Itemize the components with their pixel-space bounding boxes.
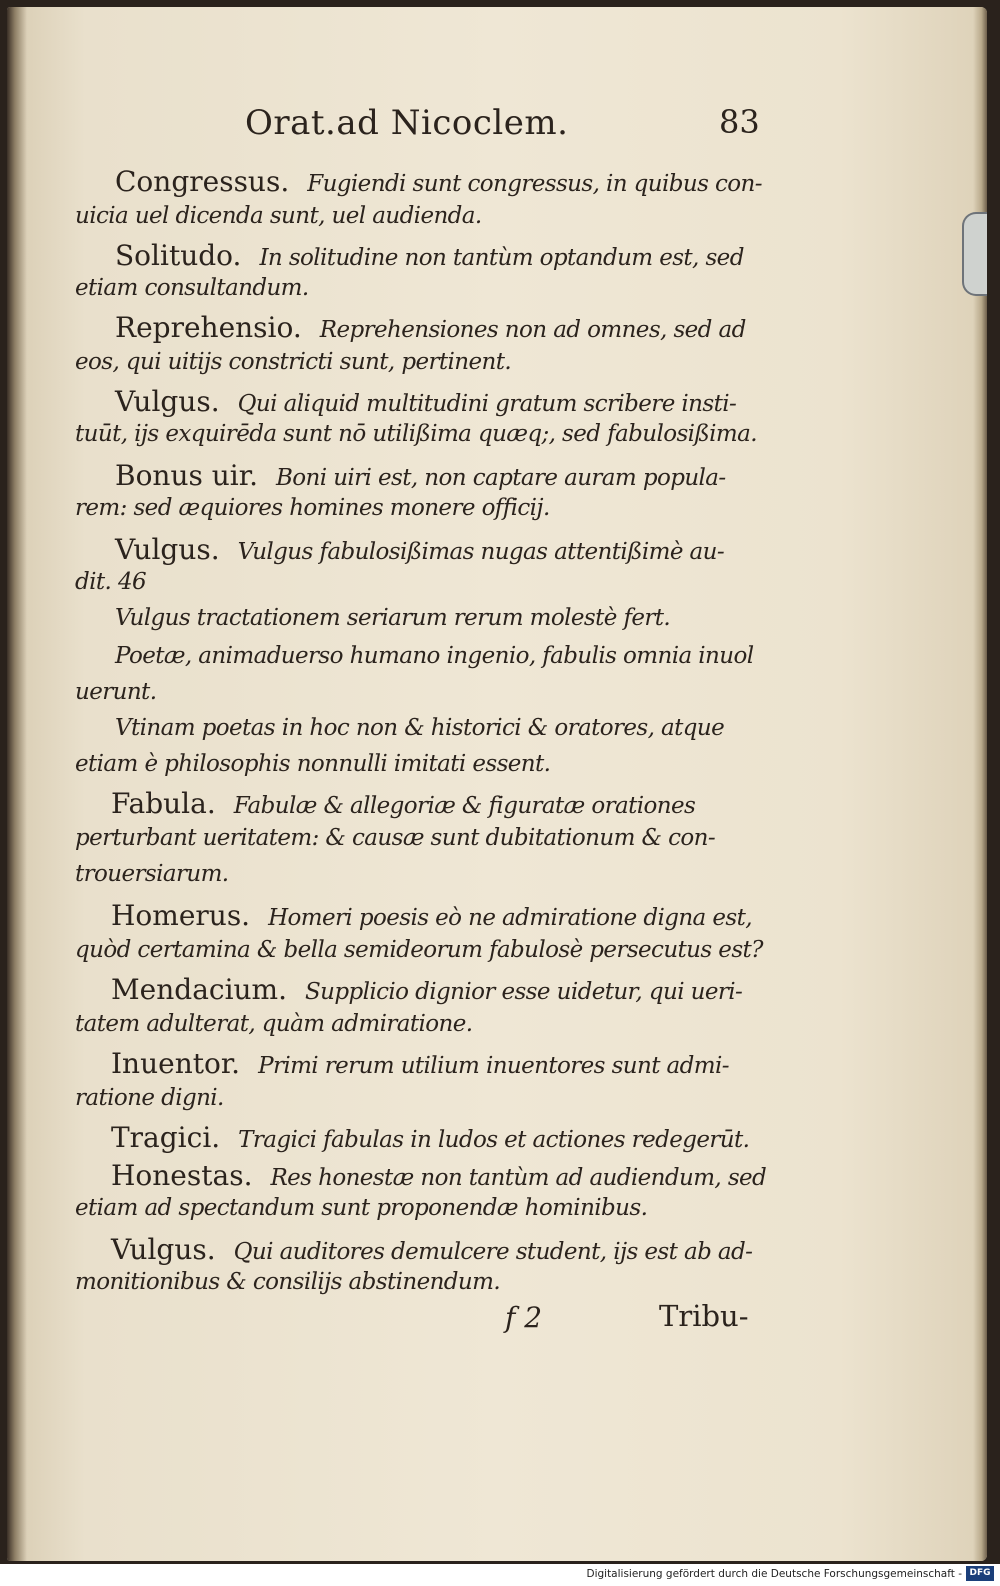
signature-mark: f 2 (505, 1301, 543, 1334)
entry-text: etiam consultandum. (75, 275, 309, 301)
text-line (75, 937, 763, 963)
entry-text: Tragici fabulas in ludos et actiones redegerūt. (238, 1127, 750, 1153)
text-line (115, 715, 724, 741)
entry-keyword: Solitudo. (115, 239, 242, 272)
text-line (115, 165, 762, 198)
entry-text: tatem adulterat, quàm admiratione. (75, 1011, 473, 1037)
entry-text: monitionibus & consilijs abstinendum. (75, 1269, 501, 1295)
text-line (115, 239, 744, 272)
text-line (75, 203, 482, 229)
entry-text: Primi rerum utilium inuentores sunt admi- (258, 1053, 729, 1079)
page-number: 83 (719, 103, 760, 141)
entry-keyword: Inuentor. (111, 1047, 241, 1080)
text-line (115, 643, 753, 669)
footer-credit: Digitalisierung gefördert durch die Deutsche Forschungsgemeinschaft - (586, 1568, 962, 1580)
text-line (115, 385, 736, 418)
entry-text: uerunt. (75, 679, 157, 705)
text-line (75, 751, 550, 777)
text-line (75, 1085, 224, 1111)
entry-text: Supplicio dignior esse uidetur, qui ueri- (305, 979, 743, 1005)
entry-keyword: Fabula. (111, 787, 216, 820)
entry-text: Homeri poesis eò ne admiratione digna est, (268, 905, 752, 931)
entry-keyword: Vulgus. (115, 385, 220, 418)
text-line (111, 1121, 749, 1154)
text-line (75, 275, 309, 301)
entry-text: Fugiendi sunt congressus, in quibus con- (307, 171, 762, 197)
entry-text: eos, qui uitijs constricti sunt, pertinent. (75, 349, 512, 375)
text-line (75, 1195, 647, 1221)
text-line (75, 825, 715, 851)
entry-keyword: Honestas. (111, 1159, 253, 1192)
entry-text: Reprehensiones non ad omnes, sed ad (319, 317, 746, 343)
entry-keyword: Bonus uir. (115, 459, 258, 492)
text-line (75, 679, 156, 705)
entry-text: Boni uiri est, non captare auram popula- (275, 465, 726, 491)
entry-keyword: Vulgus. (115, 533, 220, 566)
catchword: Tribu- (659, 1299, 749, 1333)
entry-text: Vulgus fabulosißimas nugas attentißimè au- (237, 539, 725, 565)
entry-text: tuūt, ijs exquirēda sunt nō utilißima quæq;, sed fabulosißima. (75, 421, 757, 447)
entry-text: uicia uel dicenda sunt, uel audienda. (75, 203, 482, 229)
entry-text: Vulgus tractationem seriarum rerum molestè fert. (115, 605, 671, 631)
text-line (115, 459, 726, 492)
text-line (75, 1011, 472, 1037)
entry-keyword: Vulgus. (111, 1233, 216, 1266)
text-line (111, 1047, 729, 1080)
entry-text: Qui aliquid multitudini gratum scribere insti- (237, 391, 737, 417)
entry-keyword: Tragici. (111, 1121, 221, 1154)
entry-text: Poetæ, animaduerso humano ingenio, fabulis omnia inuol (115, 643, 754, 669)
book-page (7, 7, 987, 1561)
entry-text: etiam è philosophis nonnulli imitati essent. (75, 751, 551, 777)
text-line (75, 1269, 500, 1295)
entry-text: In solitudine non tantùm optandum est, sed (259, 245, 744, 271)
text-line (115, 605, 670, 631)
entry-text: trouersiarum. (75, 861, 229, 887)
entry-text: Res honestæ non tantùm ad audiendum, sed (270, 1165, 767, 1191)
text-line (111, 787, 695, 820)
entry-text: dit. 46 (75, 569, 147, 595)
entry-text: Fabulæ & allegoriæ & figuratæ orationes (233, 793, 696, 819)
entry-keyword: Homerus. (111, 899, 251, 932)
text-line (111, 1159, 766, 1192)
text-line (111, 1233, 752, 1266)
entry-text: Qui auditores demulcere student, ijs est ab ad- (233, 1239, 753, 1265)
text-line (75, 349, 511, 375)
text-line (111, 899, 752, 932)
text-line (115, 533, 724, 566)
page-tab-marker (962, 212, 987, 296)
text-line (111, 973, 742, 1006)
entry-keyword: Mendacium. (111, 973, 288, 1006)
text-line (75, 495, 550, 521)
entry-keyword: Congressus. (115, 165, 290, 198)
dfg-logo: DFG (966, 1566, 994, 1581)
entry-text: Vtinam poetas in hoc non & historici & oratores, atque (115, 715, 725, 741)
entry-text: etiam ad spectandum sunt proponendæ hominibus. (75, 1195, 648, 1221)
text-line (75, 421, 757, 447)
entry-text: rem: sed æquiores homines monere officij. (75, 495, 550, 521)
entry-keyword: Reprehensio. (115, 311, 302, 344)
text-line (115, 311, 746, 344)
entry-text: quòd certamina & bella semideorum fabulosè persecutus est? (75, 937, 763, 963)
entry-text: ratione digni. (75, 1085, 224, 1111)
entry-text: perturbant ueritatem: & causæ sunt dubitationum & con- (75, 825, 716, 851)
text-line (75, 569, 146, 595)
page-gutter (7, 7, 27, 1561)
text-line (75, 861, 229, 887)
running-head: Orat.ad Nicoclem. (245, 103, 569, 143)
